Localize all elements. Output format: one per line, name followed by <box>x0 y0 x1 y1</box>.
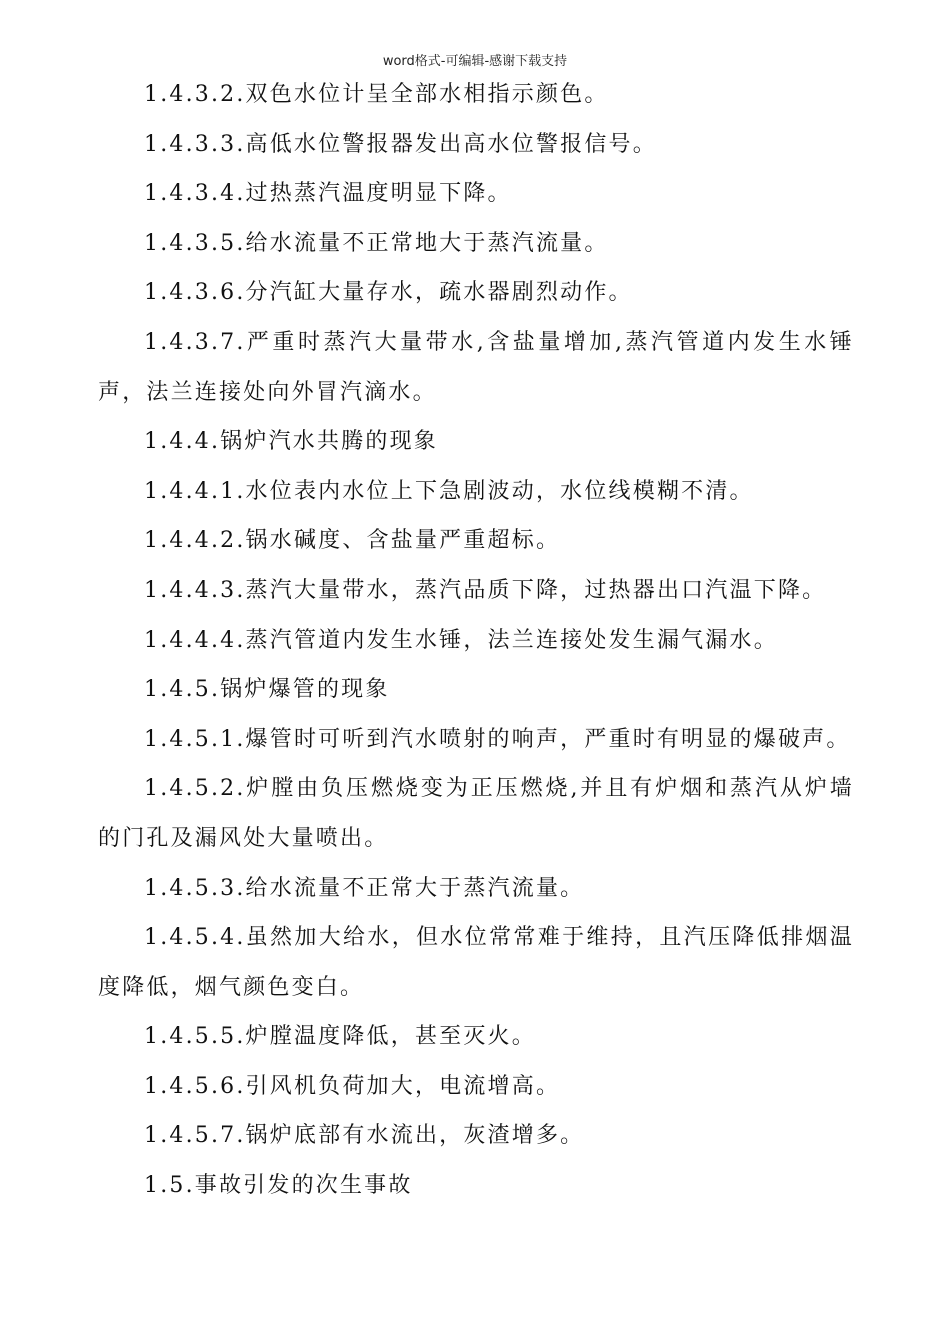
paragraph-1-4-5-4: 1.4.5.4.虽然加大给水，但水位常常难于维持，且汽压降低排烟温度降低，烟气颜色变白。 <box>98 925 854 1000</box>
paragraph-1-4-4-1: 1.4.4.1.水位表内水位上下急剧波动，水位线模糊不清。 <box>144 478 754 504</box>
paragraph-1-4-3-6: 1.4.3.6.分汽缸大量存水，疏水器剧烈动作。 <box>144 280 633 306</box>
paragraph-1-4-3-3: 1.4.3.3.高低水位警报器发出高水位警报信号。 <box>144 131 657 157</box>
paragraph-1-4-4-4: 1.4.4.4.蒸汽管道内发生水锤，法兰连接处发生漏气漏水。 <box>144 627 778 653</box>
paragraph-1-4-4-3: 1.4.4.3.蒸汽大量带水，蒸汽品质下降，过热器出口汽温下降。 <box>144 577 827 603</box>
paragraph-1-4-5-5: 1.4.5.5.炉膛温度降低，甚至灭火。 <box>144 1024 536 1050</box>
page-header: word格式-可编辑-感谢下载支持 <box>382 54 568 69</box>
paragraph-1-4-3-2: 1.4.3.2.双色水位计呈全部水相指示颜色。 <box>144 82 609 107</box>
document-body <box>98 70 854 1211</box>
paragraph-1-4-5-1: 1.4.5.1.爆管时可听到汽水喷射的响声，严重时有明显的爆破声。 <box>144 726 851 752</box>
paragraph-1-4-3-4: 1.4.3.4.过热蒸汽温度明显下降。 <box>144 181 512 207</box>
section-heading-1-4-4: 1.4.4.锅炉汽水共腾的现象 <box>144 429 438 455</box>
paragraph-1-4-5-3: 1.4.5.3.给水流量不正常大于蒸汽流量。 <box>144 875 585 901</box>
paragraph-1-4-3-7: 1.4.3.7.严重时蒸汽大量带水,含盐量增加,蒸汽管道内发生水锤声，法兰连接处向外冒汽滴水。 <box>98 329 854 405</box>
paragraph-1-4-5-2: 1.4.5.2.炉膛由负压燃烧变为正压燃烧,并且有炉烟和蒸汽从炉墙的门孔及漏风处大量喷出。 <box>98 776 854 851</box>
paragraph-1-4-4-2: 1.4.4.2.锅水碱度、含盐量严重超标。 <box>144 528 561 554</box>
section-heading-1-5: 1.5.事故引发的次生事故 <box>144 1173 413 1199</box>
paragraph-1-4-3-5: 1.4.3.5.给水流量不正常地大于蒸汽流量。 <box>144 230 609 256</box>
paragraph-1-4-5-6: 1.4.5.6.引风机负荷加大，电流增高。 <box>144 1073 561 1099</box>
section-heading-1-4-5: 1.4.5.锅炉爆管的现象 <box>144 677 390 703</box>
paragraph-1-4-5-7: 1.4.5.7.锅炉底部有水流出，灰渣增多。 <box>144 1123 585 1149</box>
